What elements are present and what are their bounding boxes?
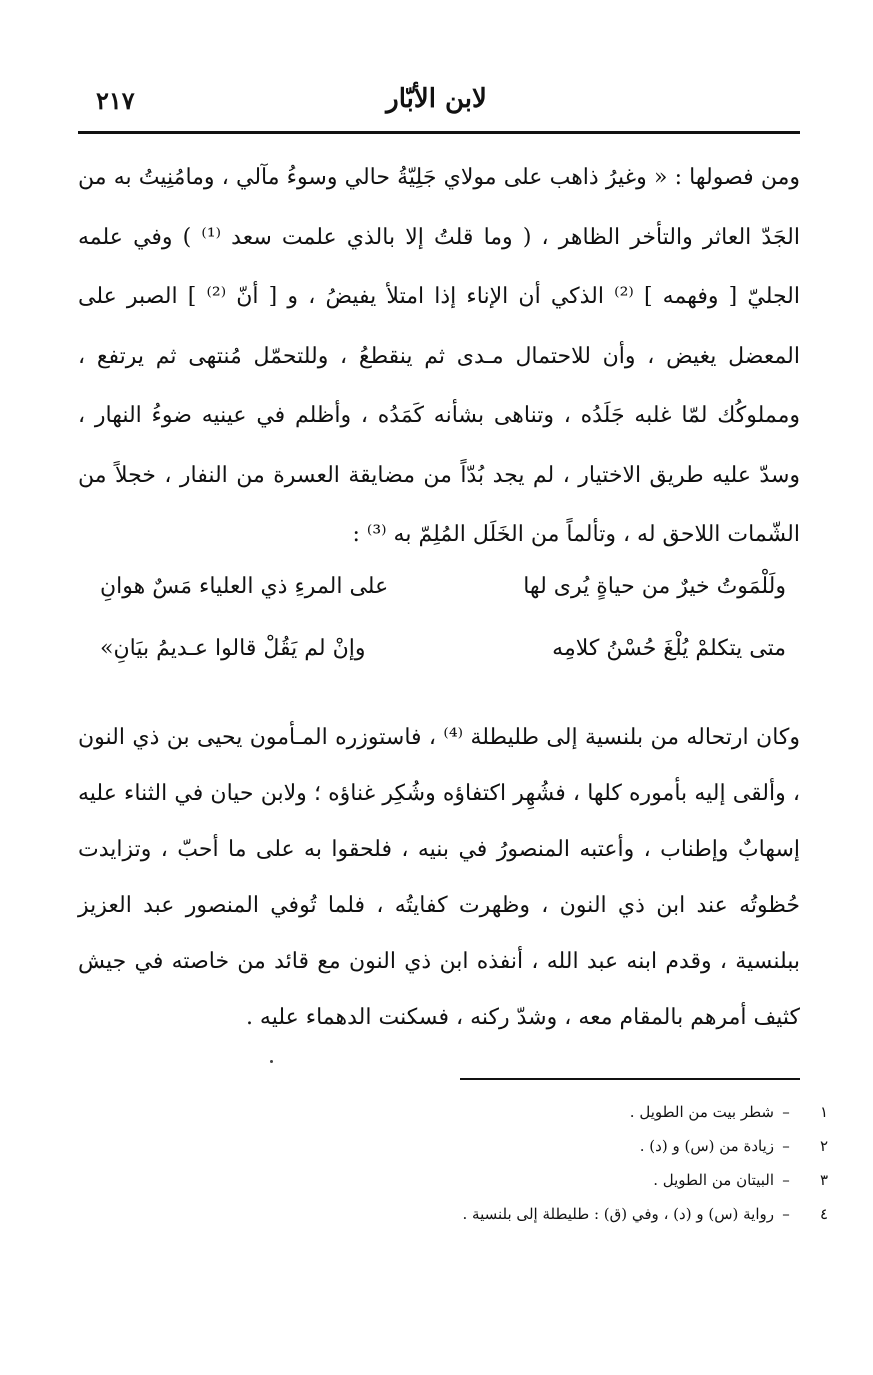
verse-line: [100, 574, 786, 636]
footnote-number: ٢: [819, 1137, 828, 1155]
footnote-dash: –: [782, 1103, 790, 1121]
footnote-text: البيتان من الطويل .: [653, 1171, 774, 1189]
footnote-item: [300, 1163, 828, 1197]
verse-hemistich-first: ولَلْمَوتُ خيرٌ من حياةٍ يُرى لها: [523, 574, 786, 599]
paragraph: وكان ارتحاله من بلنسية إلى طليطلة ⁽⁴⁾ ، فاستوزره المـأمون يحيى بن ذي النون ، وألقى إليه بأموره كلها ، فشُهِر اكتفاؤه وشُكِر غناؤه ؛ ولابن حيان في الثناء عليه إسهابٌ وإطناب ، وأعتبه المنصورُ في بنيه ، فلحقوا به على ما أحبّ ، وتزايدت حُظوتُه عند ابن ذي النون ، وظهرت كفايتُه ، فلما تُوفي المنصور عبد العزيز ببلنسية ، وقدم ابنه عبد الله ، أنفذه ابن ذي النون مع قائد من خاصته في جيش كثيف أمرهم بالمقام معه ، وشدّ ركنه ، فسكنت الدهماء عليه .: [78, 725, 800, 1030]
verse-line: [100, 636, 786, 698]
footnote-text: شطر بيت من الطويل .: [629, 1103, 774, 1121]
running-header: [78, 78, 795, 128]
footnote-dash: –: [782, 1137, 790, 1155]
footnote-text: رواية (س) و (د) ، وفي (ق) : طليطلة إلى بلنسية .: [462, 1205, 774, 1223]
main-text-block-2: [78, 710, 800, 1046]
paragraph: ومن فصولها : « وغيرُ ذاهب على مولاي جَلِيّةُ حالي وسوءُ مآلي ، ومامُنِيتُ به من الجَدّ العاثر والتأخر الظاهر ، ( وما قلتُ إلا بالذي علمت سعد ⁽¹⁾ ) وفي علمه الجليّ [ وفهمه ] ⁽²⁾ الذكي أن الإناء إذا امتلأ يفيضُ ، و [ أنّ ⁽²⁾ ] الصبر على المعضل يغيض ، وأن للاحتمال مـدى ثم ينقطعُ ، وللتحمّل مُنتهى ثم يرتفع ، ومملوكُك لمّا غلبه جَلَدُه ، وتناهى بشأنه كَمَدُه ، وأظلم في عينيه ضوءُ النهار ، وسدّ عليه طريق الاختيار ، لم يجد بُدّاً من مضايقة العسرة من النفار ، خجلاً من الشّمات اللاحق له ، وتألماً من الخَلَل المُلِمّ به ⁽³⁾ :: [78, 165, 800, 547]
footnote-dash: –: [782, 1205, 790, 1223]
verse-hemistich-first: متى يتكلمْ يُلْغَ حُسْنُ كلامِه: [552, 636, 786, 661]
footnote-rule: [460, 1078, 800, 1080]
footnote-item: [300, 1129, 828, 1163]
header-rule: [78, 131, 800, 134]
footnotes: [300, 1095, 828, 1231]
footnote-text: زيادة من (س) و (د) .: [639, 1137, 774, 1155]
poem-verses: [100, 574, 786, 698]
footnote-dash: –: [782, 1171, 790, 1189]
running-title: لابن الأبّار: [386, 84, 487, 114]
main-text-block-1: [78, 148, 800, 565]
footnote-number: ١: [819, 1103, 828, 1121]
footnote-number: ٣: [819, 1171, 828, 1189]
verse-hemistich-second: على المرءِ ذي العلياء مَسٌ هوانِ: [100, 574, 389, 599]
footnote-item: [300, 1095, 828, 1129]
footnote-number: ٤: [819, 1205, 828, 1223]
print-speck: [270, 1060, 273, 1063]
page-number: ٢١٧: [96, 86, 135, 115]
verse-hemistich-second: وإنْ لم يَقُلْ قالوا عـديمُ بيَانِ»: [100, 636, 366, 661]
footnote-item: [300, 1197, 828, 1231]
